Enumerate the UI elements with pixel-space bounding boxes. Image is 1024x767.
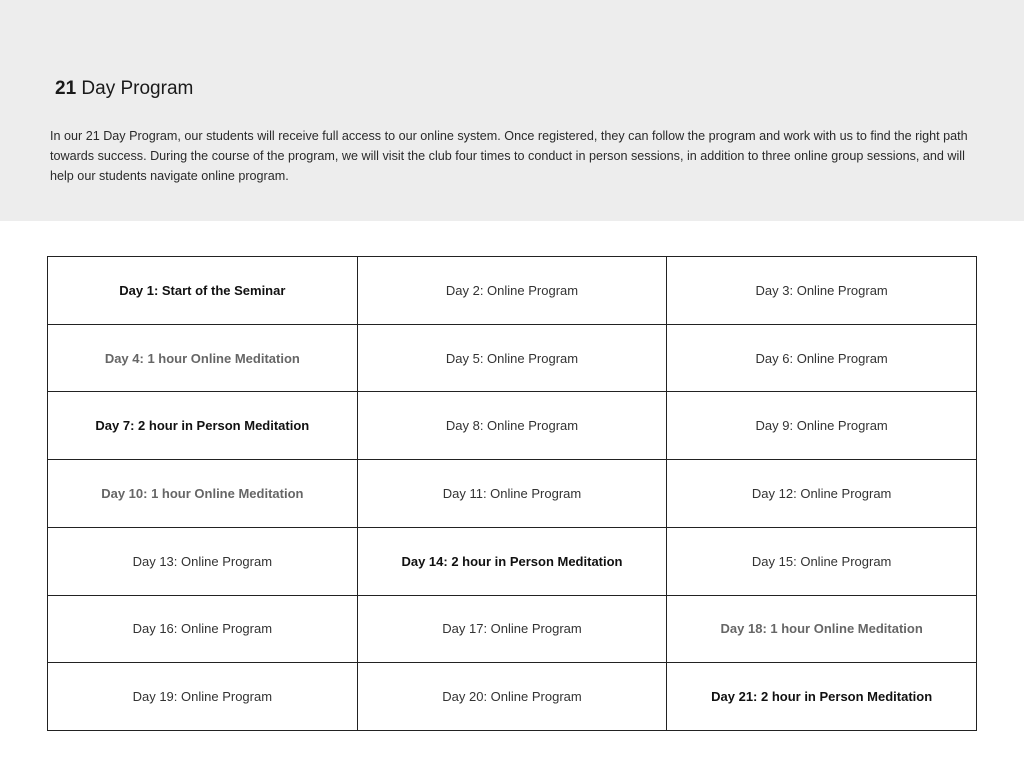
day-cell-online: Day 11: Online Program xyxy=(357,460,667,528)
day-schedule-table xyxy=(47,256,977,731)
table-row xyxy=(48,663,977,731)
day-cell-online: Day 19: Online Program xyxy=(48,663,358,731)
day-cell-person-meditation: Day 21: 2 hour in Person Meditation xyxy=(667,663,977,731)
day-cell-online: Day 8: Online Program xyxy=(357,392,667,460)
table-row xyxy=(48,527,977,595)
day-cell-online-meditation: Day 18: 1 hour Online Meditation xyxy=(667,595,977,663)
day-cell-online-meditation: Day 4: 1 hour Online Meditation xyxy=(48,324,358,392)
day-cell-online: Day 9: Online Program xyxy=(667,392,977,460)
page-title xyxy=(55,78,193,100)
table-row xyxy=(48,392,977,460)
day-cell-person-meditation: Day 14: 2 hour in Person Meditation xyxy=(357,527,667,595)
day-cell-online: Day 3: Online Program xyxy=(667,257,977,325)
day-cell-person-meditation: Day 7: 2 hour in Person Meditation xyxy=(48,392,358,460)
day-cell-online: Day 2: Online Program xyxy=(357,257,667,325)
day-cell-online: Day 6: Online Program xyxy=(667,324,977,392)
table-row xyxy=(48,257,977,325)
table-row xyxy=(48,460,977,528)
day-cell-online: Day 13: Online Program xyxy=(48,527,358,595)
day-cell-online-meditation: Day 10: 1 hour Online Meditation xyxy=(48,460,358,528)
table-row xyxy=(48,595,977,663)
day-cell-online: Day 5: Online Program xyxy=(357,324,667,392)
title-number: 21 xyxy=(55,78,77,99)
day-cell-online: Day 16: Online Program xyxy=(48,595,358,663)
program-header xyxy=(0,0,1024,221)
day-cell-online: Day 12: Online Program xyxy=(667,460,977,528)
day-cell-online: Day 17: Online Program xyxy=(357,595,667,663)
day-cell-online: Day 20: Online Program xyxy=(357,663,667,731)
table-row xyxy=(48,324,977,392)
day-cell-seminar: Day 1: Start of the Seminar xyxy=(48,257,358,325)
day-cell-online: Day 15: Online Program xyxy=(667,527,977,595)
title-text: Day Program xyxy=(76,78,194,99)
program-description: In our 21 Day Program, our students will receive full access to our online system. Once registered, they can follow the program and work with us to find the right path towards success. During the course of the program, we will visit the club four times to conduct in person sessions, in addition to three online group sessions, and will help our students navigate online program. xyxy=(50,129,968,183)
